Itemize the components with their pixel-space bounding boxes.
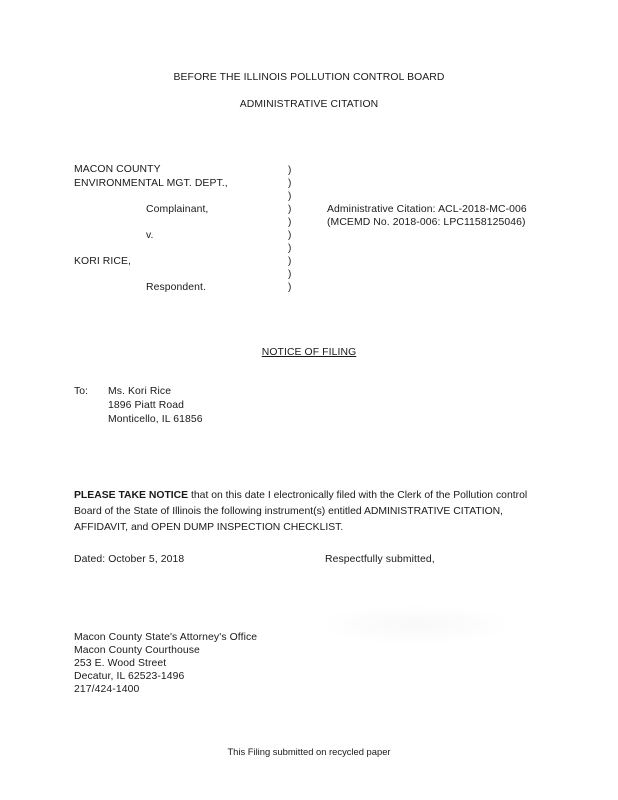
- caption-paren: ): [288, 269, 292, 280]
- document-type: ADMINISTRATIVE CITATION: [239, 99, 379, 110]
- complainant-role: Complainant,: [146, 204, 209, 215]
- caption-paren: ): [288, 217, 292, 228]
- caption-paren: ): [288, 256, 292, 267]
- caption-paren: ): [288, 230, 292, 241]
- sender-office: Macon County State's Attorney's Office: [74, 632, 258, 643]
- complainant-name-line1: MACON COUNTY: [74, 164, 161, 175]
- recipient-city: Monticello, IL 61856: [108, 414, 203, 425]
- versus: v.: [146, 230, 154, 241]
- board-title: BEFORE THE ILLINOIS POLLUTION CONTROL BOARD: [173, 72, 445, 83]
- respondent-name: KORI RICE,: [74, 256, 132, 267]
- notice-lead: PLEASE TAKE NOTICE: [74, 490, 189, 501]
- notice-body: [74, 488, 554, 536]
- signature-area: [316, 605, 516, 645]
- sender-street: 253 E. Wood Street: [74, 658, 167, 669]
- caption-paren: ): [288, 204, 292, 215]
- sender-city: Decatur, IL 62523-1496: [74, 671, 185, 682]
- citation-reference: (MCEMD No. 2018-006: LPC1158125046): [327, 217, 526, 228]
- recipient-street: 1896 Piatt Road: [108, 400, 185, 411]
- notice-title: NOTICE OF FILING: [261, 347, 357, 358]
- footer-note: This Filing submitted on recycled paper: [227, 746, 391, 757]
- closing: Respectfully submitted,: [325, 554, 435, 565]
- recipient-name: Ms. Kori Rice: [108, 386, 172, 397]
- caption-paren: ): [288, 282, 292, 293]
- caption-paren: ): [288, 191, 292, 202]
- caption-paren: ): [288, 178, 292, 189]
- respondent-role: Respondent.: [146, 282, 207, 293]
- caption-paren: ): [288, 243, 292, 254]
- sender-building: Macon County Courthouse: [74, 645, 200, 656]
- complainant-name-line2: ENVIRONMENTAL MGT. DEPT.,: [74, 178, 228, 189]
- dated-line: Dated: October 5, 2018: [74, 554, 185, 565]
- citation-number: Administrative Citation: ACL-2018-MC-006: [327, 204, 527, 215]
- notice-text: that on this date I electronically filed with the Clerk of the Pollution control Board of the State of Illinois the following instrument(s) entitled ADMINISTRATIVE CITATION, AFFIDAVIT, and OPEN DUMP INSPECTION CHECKLIST.: [74, 490, 528, 533]
- to-label: To:: [74, 386, 89, 397]
- caption-paren: ): [288, 165, 292, 176]
- sender-phone: 217/424-1400: [74, 684, 140, 695]
